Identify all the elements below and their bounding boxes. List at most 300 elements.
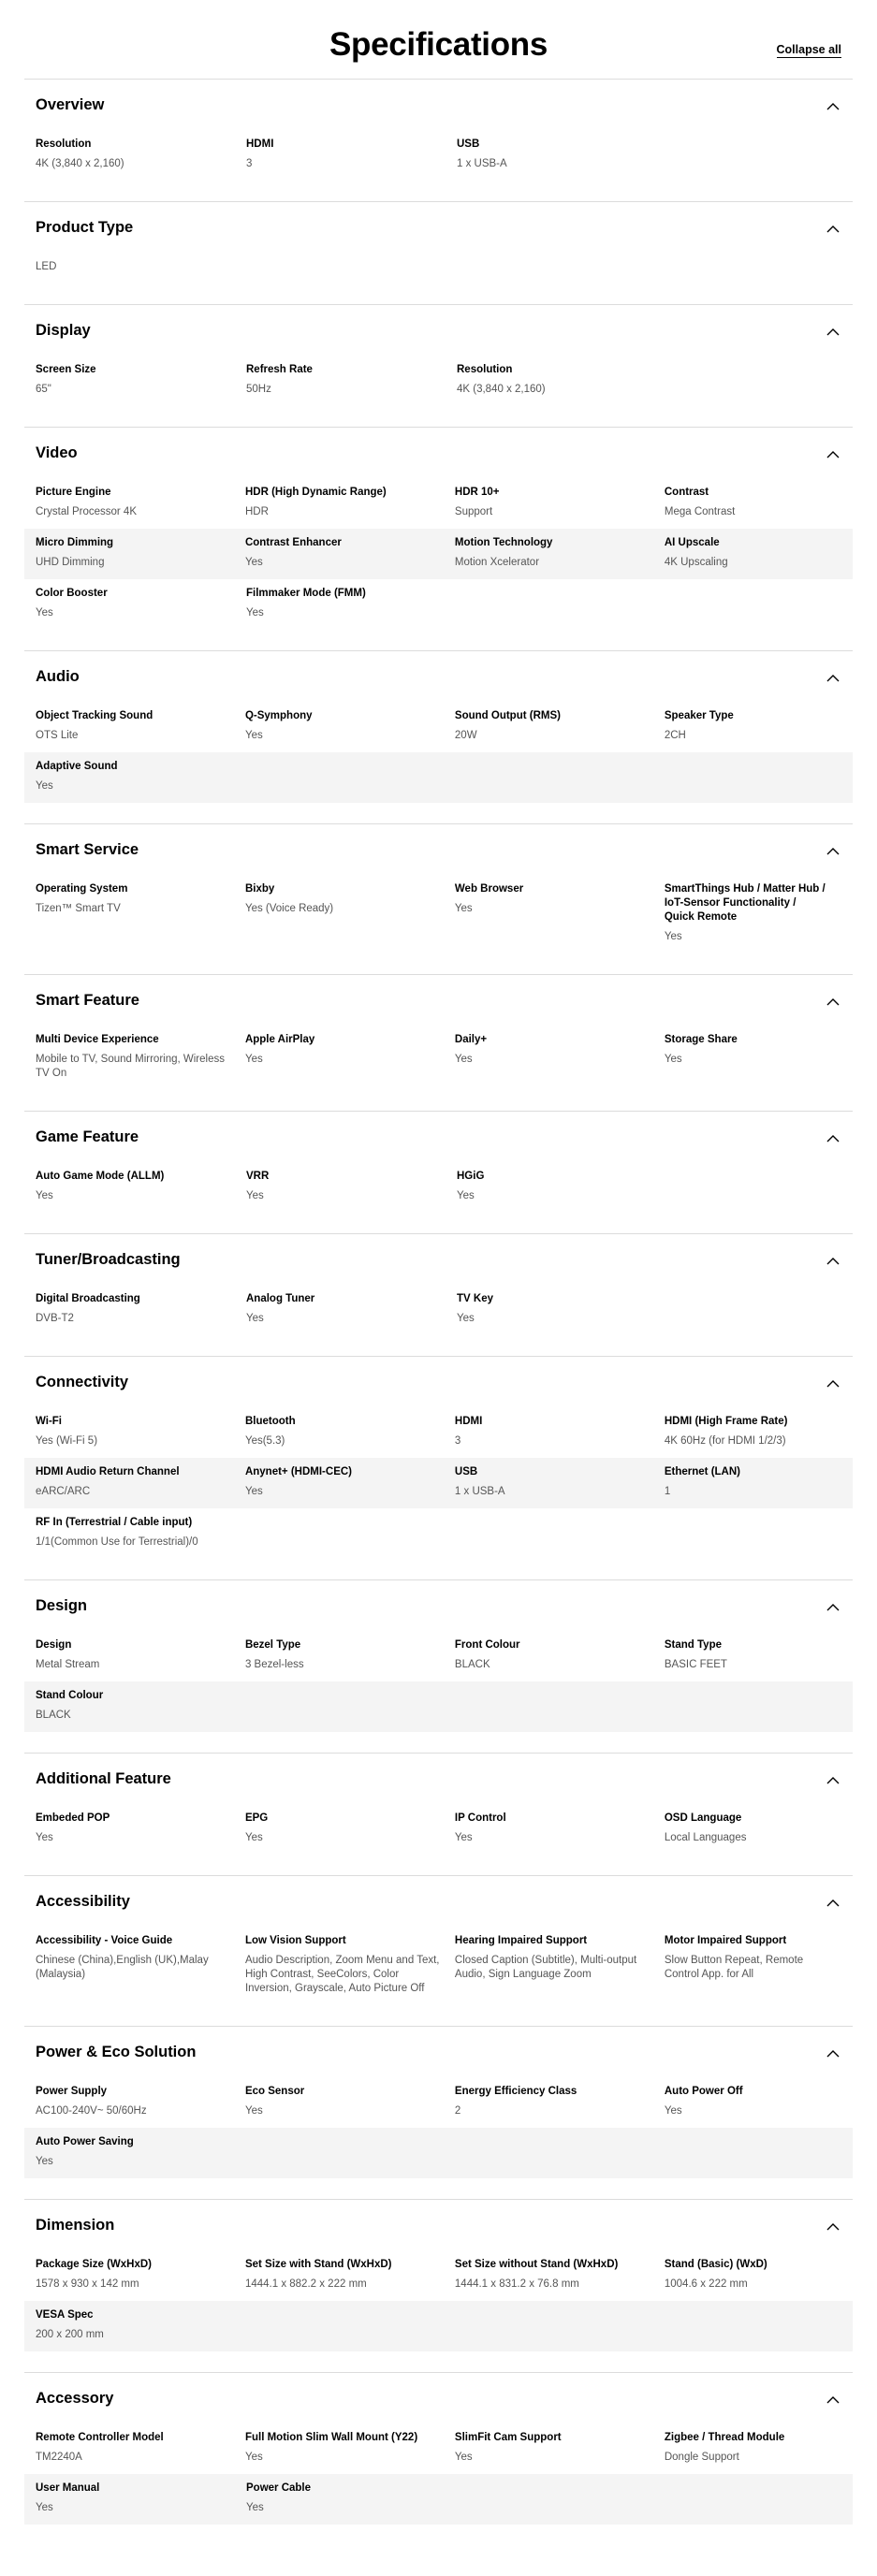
spec-item xyxy=(36,1638,245,1672)
section-header[interactable] xyxy=(36,841,841,864)
spec-item xyxy=(36,2431,245,2465)
spec-label: Set Size without Stand (WxHxD) xyxy=(454,2259,619,2270)
spec-label: Digital Broadcasting xyxy=(36,1293,140,1304)
spec-label: Resolution xyxy=(36,138,92,150)
spec-item xyxy=(246,1292,457,1326)
spec-label: Q-Symphony xyxy=(244,710,313,721)
spec-value: 4K (3,840 x 2,160) xyxy=(36,158,124,169)
spec-value: 1 xyxy=(664,1486,671,1497)
section-title: Game Feature xyxy=(36,1128,139,1145)
spec-item xyxy=(36,1812,245,1845)
spec-label: User Manual xyxy=(36,2482,100,2494)
spec-section xyxy=(24,1356,853,1579)
chevron-up-icon[interactable] xyxy=(825,670,841,687)
spec-row xyxy=(24,579,853,630)
spec-item xyxy=(455,2258,665,2292)
spec-value: Chinese (China),English (UK),Malay (Malaysia) xyxy=(36,1955,209,1980)
spec-row xyxy=(24,529,853,579)
spec-item xyxy=(665,1465,841,1499)
chevron-up-icon[interactable] xyxy=(825,843,841,860)
spec-item xyxy=(245,882,455,944)
spec-value: Yes xyxy=(454,1832,473,1843)
spec-label: Stand (Basic) (WxD) xyxy=(664,2259,767,2270)
spec-row xyxy=(24,2301,853,2351)
chevron-up-icon[interactable] xyxy=(825,446,841,463)
spec-item xyxy=(457,1292,635,1326)
section-title: Accessibility xyxy=(36,1893,130,1910)
spec-label: Set Size with Stand (WxHxD) xyxy=(244,2259,392,2270)
spec-item xyxy=(455,1638,665,1672)
spec-label: Motion Technology xyxy=(454,537,553,548)
chevron-up-icon[interactable] xyxy=(825,2219,841,2235)
section-header[interactable] xyxy=(36,1770,841,1793)
page-title: Specifications xyxy=(329,26,548,63)
spec-label: Operating System xyxy=(36,883,128,895)
spec-label: Storage Share xyxy=(664,1034,738,1045)
spec-item xyxy=(36,2258,245,2292)
spec-label: USB xyxy=(454,1466,478,1477)
spec-value: Yes xyxy=(244,1832,263,1843)
spec-label: IP Control xyxy=(454,1812,506,1824)
spec-label: Screen Size xyxy=(36,364,96,375)
spec-row xyxy=(24,478,853,529)
section-title: Video xyxy=(36,444,78,461)
spec-value: 3 Bezel-less xyxy=(244,1659,304,1670)
spec-label: Energy Efficiency Class xyxy=(454,2086,577,2097)
spec-label: HDMI (High Frame Rate) xyxy=(664,1416,788,1427)
spec-value: BLACK xyxy=(454,1659,490,1670)
spec-item xyxy=(245,486,455,519)
spec-value: Yes xyxy=(246,1313,264,1324)
spec-item xyxy=(665,1415,841,1448)
spec-row xyxy=(24,1927,853,2005)
spec-value: Metal Stream xyxy=(36,1659,100,1670)
spec-item xyxy=(245,536,455,570)
spec-item xyxy=(36,486,245,519)
spec-label: Design xyxy=(36,1639,72,1651)
spec-value: 4K 60Hz (for HDMI 1/2/3) xyxy=(664,1435,786,1447)
spec-section xyxy=(24,1579,853,1753)
spec-item xyxy=(665,709,841,743)
spec-label: Bezel Type xyxy=(244,1639,301,1651)
spec-label: HDMI xyxy=(454,1416,483,1427)
spec-value: Slow Button Repeat, Remote Control App. for All xyxy=(664,1955,804,1980)
spec-item xyxy=(245,2431,455,2465)
spec-label: VESA Spec xyxy=(36,2309,94,2321)
spec-value: Yes xyxy=(664,2105,682,2117)
spec-value: 20W xyxy=(454,730,477,741)
spec-value: Yes xyxy=(36,1832,53,1843)
spec-value: Yes (Voice Ready) xyxy=(244,903,334,914)
chevron-up-icon[interactable] xyxy=(825,1375,841,1392)
spec-item xyxy=(455,1934,665,1996)
section-header[interactable] xyxy=(36,219,841,241)
spec-item xyxy=(455,536,665,570)
spec-item xyxy=(36,260,213,274)
spec-value: 3 xyxy=(246,158,253,169)
spec-label: Accessibility - Voice Guide xyxy=(36,1935,173,1946)
spec-row xyxy=(24,1026,853,1090)
spec-section xyxy=(24,1875,853,2026)
spec-label: Remote Controller Model xyxy=(36,2432,164,2443)
spec-item xyxy=(455,2085,665,2118)
spec-item xyxy=(245,1638,455,1672)
spec-value: HDR xyxy=(244,506,269,517)
spec-label: SmartThings Hub / Matter Hub / IoT-Sensor Functionality / Quick Remote xyxy=(664,883,826,923)
spec-value: TM2240A xyxy=(36,2452,82,2463)
spec-value: 4K (3,840 x 2,160) xyxy=(457,384,546,395)
spec-item xyxy=(36,2481,246,2515)
spec-row xyxy=(24,130,853,181)
spec-row xyxy=(24,253,853,284)
spec-item xyxy=(245,709,455,743)
spec-value: Mobile to TV, Sound Mirroring, Wireless TV On xyxy=(36,1054,225,1079)
spec-item xyxy=(246,363,457,397)
spec-item xyxy=(455,2431,665,2465)
spec-value: Yes xyxy=(457,1190,475,1201)
spec-section xyxy=(24,427,853,650)
spec-value: UHD Dimming xyxy=(36,557,105,568)
spec-value: DVB-T2 xyxy=(36,1313,74,1324)
spec-value: Yes xyxy=(664,1054,682,1065)
spec-label: Bixby xyxy=(244,883,275,895)
spec-value: AC100-240V~ 50/60Hz xyxy=(36,2105,147,2117)
chevron-up-icon[interactable] xyxy=(825,98,841,115)
spec-label: Auto Power Off xyxy=(664,2086,743,2097)
spec-row xyxy=(24,1285,853,1335)
spec-item xyxy=(245,2258,455,2292)
section-header[interactable] xyxy=(36,2044,841,2066)
spec-item xyxy=(665,1812,841,1845)
spec-item xyxy=(665,1934,841,1996)
chevron-up-icon[interactable] xyxy=(825,1253,841,1270)
section-header[interactable] xyxy=(36,1893,841,1915)
section-header[interactable] xyxy=(36,1374,841,1396)
spec-item xyxy=(36,1170,246,1203)
spec-item xyxy=(245,1812,455,1845)
spec-item xyxy=(36,2308,213,2342)
spec-label: HDR 10+ xyxy=(454,487,500,498)
section-title: Power & Eco Solution xyxy=(36,2044,197,2060)
spec-label: Front Colour xyxy=(454,1639,520,1651)
spec-value: Yes xyxy=(454,903,473,914)
spec-section xyxy=(24,1753,853,1875)
spec-value: Yes xyxy=(244,557,263,568)
spec-label: Eco Sensor xyxy=(244,2086,305,2097)
spec-label: AI Upscale xyxy=(664,537,720,548)
spec-label: Embeded POP xyxy=(36,1812,110,1824)
spec-label: Analog Tuner xyxy=(246,1293,315,1304)
spec-label: Contrast xyxy=(664,487,709,498)
spec-item xyxy=(36,138,246,171)
spec-label: Stand Type xyxy=(664,1639,722,1651)
spec-item xyxy=(455,1415,665,1448)
spec-label: Color Booster xyxy=(36,588,108,599)
spec-value: 50Hz xyxy=(246,384,271,395)
spec-section xyxy=(24,201,853,304)
spec-value: 2CH xyxy=(664,730,686,741)
spec-section xyxy=(24,2199,853,2372)
spec-label: Motor Impaired Support xyxy=(664,1935,787,1946)
spec-section xyxy=(24,2372,853,2545)
spec-item xyxy=(36,1934,245,1996)
spec-item xyxy=(455,1465,665,1499)
spec-item xyxy=(36,1033,245,1081)
section-title: Connectivity xyxy=(36,1374,129,1390)
spec-label: HDMI xyxy=(246,138,274,150)
spec-item xyxy=(455,709,665,743)
spec-value: Support xyxy=(454,506,493,517)
spec-label: OSD Language xyxy=(664,1812,742,1824)
spec-value: 2 xyxy=(454,2105,461,2117)
section-title: Smart Service xyxy=(36,841,139,858)
spec-item xyxy=(245,1934,455,1996)
chevron-up-icon[interactable] xyxy=(825,221,841,238)
spec-value: 4K Upscaling xyxy=(664,557,728,568)
section-header[interactable] xyxy=(36,444,841,467)
spec-item xyxy=(36,2135,213,2169)
section-title: Product Type xyxy=(36,219,134,236)
spec-value: Yes xyxy=(36,780,53,792)
spec-row xyxy=(24,2474,853,2525)
spec-item xyxy=(455,1812,665,1845)
spec-label: HDR (High Dynamic Range) xyxy=(244,487,387,498)
spec-label: Filmmaker Mode (FMM) xyxy=(246,588,366,599)
spec-value: Crystal Processor 4K xyxy=(36,506,138,517)
spec-value: Tizen™ Smart TV xyxy=(36,903,121,914)
spec-item xyxy=(665,2258,841,2292)
section-header[interactable] xyxy=(36,96,841,119)
chevron-up-icon[interactable] xyxy=(825,1130,841,1147)
spec-row xyxy=(24,356,853,406)
section-header[interactable] xyxy=(36,1128,841,1151)
spec-label: Multi Device Experience xyxy=(36,1034,159,1045)
section-title: Design xyxy=(36,1597,88,1614)
section-title: Tuner/Broadcasting xyxy=(36,1251,181,1268)
spec-value: 1578 x 930 x 142 mm xyxy=(36,2278,139,2290)
spec-item xyxy=(36,1415,245,1448)
spec-row xyxy=(24,702,853,752)
spec-value: 200 x 200 mm xyxy=(36,2329,104,2340)
spec-value: Yes xyxy=(246,2502,264,2513)
spec-section xyxy=(24,304,853,427)
section-header[interactable] xyxy=(36,1597,841,1620)
spec-value: Mega Contrast xyxy=(664,506,736,517)
spec-value: 1004.6 x 222 mm xyxy=(664,2278,748,2290)
spec-item xyxy=(36,1516,213,1550)
spec-item xyxy=(36,760,213,793)
spec-label: Power Cable xyxy=(246,2482,312,2494)
spec-label: USB xyxy=(457,138,480,150)
spec-value: OTS Lite xyxy=(36,730,79,741)
spec-value: 1444.1 x 831.2 x 76.8 mm xyxy=(454,2278,579,2290)
spec-label: Speaker Type xyxy=(664,710,734,721)
spec-label: Picture Engine xyxy=(36,487,111,498)
spec-value: Yes (Wi-Fi 5) xyxy=(36,1435,98,1447)
spec-label: Sound Output (RMS) xyxy=(454,710,561,721)
spec-label: Resolution xyxy=(457,364,513,375)
spec-value: 65" xyxy=(36,384,51,395)
spec-label: Contrast Enhancer xyxy=(244,537,342,548)
spec-item xyxy=(245,2085,455,2118)
section-header[interactable] xyxy=(36,668,841,691)
spec-value: Audio Description, Zoom Menu and Text, High Contrast, SeeColors, Color Inversion, Grayscale, Auto Picture Off xyxy=(244,1955,440,1994)
spec-row xyxy=(24,752,853,803)
spec-label: Full Motion Slim Wall Mount (Y22) xyxy=(244,2432,418,2443)
spec-item xyxy=(36,882,245,944)
spec-label: Package Size (WxHxD) xyxy=(36,2259,152,2270)
spec-label: VRR xyxy=(246,1171,270,1182)
section-title: Display xyxy=(36,322,91,339)
spec-row xyxy=(24,2423,853,2474)
spec-row xyxy=(24,1804,853,1855)
spec-item xyxy=(36,2085,245,2118)
section-header[interactable] xyxy=(36,2390,841,2412)
spec-value: Yes xyxy=(244,1054,263,1065)
spec-label: EPG xyxy=(244,1812,269,1824)
spec-item xyxy=(665,1033,841,1081)
spec-value: Motion Xcelerator xyxy=(454,557,540,568)
spec-item xyxy=(457,363,635,397)
spec-value: Yes xyxy=(244,2452,263,2463)
spec-value: Yes xyxy=(36,607,53,619)
spec-item xyxy=(36,536,245,570)
spec-row xyxy=(24,1407,853,1458)
spec-label: Apple AirPlay xyxy=(244,1034,315,1045)
spec-value: 3 xyxy=(454,1435,461,1447)
spec-value: 1444.1 x 882.2 x 222 mm xyxy=(244,2278,367,2290)
spec-item xyxy=(246,1170,457,1203)
spec-section xyxy=(24,79,853,201)
chevron-up-icon[interactable] xyxy=(825,1772,841,1789)
chevron-up-icon[interactable] xyxy=(825,1895,841,1912)
spec-item xyxy=(665,2431,841,2465)
spec-row xyxy=(24,1681,853,1732)
chevron-up-icon[interactable] xyxy=(825,994,841,1011)
spec-item xyxy=(455,1033,665,1081)
spec-label: RF In (Terrestrial / Cable input) xyxy=(36,1517,193,1528)
chevron-up-icon[interactable] xyxy=(825,1599,841,1616)
spec-row xyxy=(24,2128,853,2178)
section-title: Accessory xyxy=(36,2390,114,2407)
spec-item xyxy=(455,882,665,944)
spec-row xyxy=(24,875,853,953)
spec-item xyxy=(36,1465,245,1499)
spec-label: Stand Colour xyxy=(36,1690,104,1701)
collapse-all-link[interactable]: Collapse all xyxy=(776,43,841,56)
spec-value: LED xyxy=(36,261,57,272)
chevron-up-icon[interactable] xyxy=(825,324,841,341)
spec-label: HDMI Audio Return Channel xyxy=(36,1466,180,1477)
spec-value: 1 x USB-A xyxy=(457,158,507,169)
spec-item xyxy=(36,363,246,397)
section-title: Overview xyxy=(36,96,105,113)
section-header[interactable] xyxy=(36,322,841,344)
spec-label: Wi-Fi xyxy=(36,1416,62,1427)
spec-item xyxy=(246,2481,424,2515)
spec-label: Micro Dimming xyxy=(36,537,114,548)
spec-item xyxy=(246,587,424,620)
spec-value: Local Languages xyxy=(664,1832,747,1843)
spec-value: 1/1(Common Use for Terrestrial)/0 xyxy=(36,1536,198,1548)
spec-section xyxy=(24,1111,853,1233)
spec-item xyxy=(245,1415,455,1448)
spec-value: eARC/ARC xyxy=(36,1486,91,1497)
spec-label: Ethernet (LAN) xyxy=(664,1466,740,1477)
spec-item xyxy=(665,882,841,944)
spec-item xyxy=(665,2085,841,2118)
spec-item xyxy=(36,587,246,620)
spec-value: Yes xyxy=(457,1313,475,1324)
spec-value: BLACK xyxy=(36,1710,71,1721)
spec-item xyxy=(36,1292,246,1326)
spec-value: Yes xyxy=(36,2156,53,2167)
spec-label: Zigbee / Thread Module xyxy=(664,2432,785,2443)
spec-label: Auto Game Mode (ALLM) xyxy=(36,1171,165,1182)
spec-value: Yes xyxy=(664,931,682,942)
chevron-up-icon[interactable] xyxy=(825,2045,841,2062)
spec-label: Adaptive Sound xyxy=(36,761,118,772)
spec-item xyxy=(665,1638,841,1672)
spec-row xyxy=(24,1508,853,1559)
section-header[interactable] xyxy=(36,992,841,1014)
spec-value: Yes xyxy=(454,1054,473,1065)
spec-label: Power Supply xyxy=(36,2086,108,2097)
spec-section xyxy=(24,1233,853,1356)
spec-value: Yes xyxy=(244,730,263,741)
spec-value: 1 x USB-A xyxy=(454,1486,505,1497)
page-header xyxy=(24,0,853,79)
spec-row xyxy=(24,2077,853,2128)
spec-item xyxy=(665,536,841,570)
spec-label: HGiG xyxy=(457,1171,485,1182)
spec-value: Dongle Support xyxy=(664,2452,739,2463)
section-title: Dimension xyxy=(36,2217,115,2234)
spec-value: Yes xyxy=(36,1190,53,1201)
spec-label: Hearing Impaired Support xyxy=(454,1935,588,1946)
spec-item xyxy=(36,709,245,743)
spec-label: Auto Power Saving xyxy=(36,2136,134,2147)
spec-item xyxy=(246,138,457,171)
spec-section xyxy=(24,823,853,974)
spec-label: Anynet+ (HDMI-CEC) xyxy=(244,1466,352,1477)
spec-value: Yes xyxy=(244,1486,263,1497)
spec-section xyxy=(24,2026,853,2199)
spec-label: Daily+ xyxy=(454,1034,488,1045)
spec-value: BASIC FEET xyxy=(664,1659,727,1670)
spec-item xyxy=(457,1170,635,1203)
chevron-up-icon[interactable] xyxy=(825,2392,841,2409)
spec-value: Yes xyxy=(246,1190,264,1201)
spec-value: Yes(5.3) xyxy=(244,1435,285,1447)
spec-row xyxy=(24,1631,853,1681)
section-title: Smart Feature xyxy=(36,992,139,1009)
spec-label: TV Key xyxy=(457,1293,493,1304)
section-header[interactable] xyxy=(36,1251,841,1273)
spec-label: Low Vision Support xyxy=(244,1935,346,1946)
spec-row xyxy=(24,1458,853,1508)
spec-value: Yes xyxy=(246,607,264,619)
section-header[interactable] xyxy=(36,2217,841,2239)
spec-row xyxy=(24,1162,853,1213)
spec-label: Web Browser xyxy=(454,883,524,895)
spec-item xyxy=(245,1033,455,1081)
section-title: Additional Feature xyxy=(36,1770,171,1787)
spec-item xyxy=(455,486,665,519)
spec-value: Yes xyxy=(244,2105,263,2117)
spec-item xyxy=(245,1465,455,1499)
spec-item xyxy=(457,138,635,171)
